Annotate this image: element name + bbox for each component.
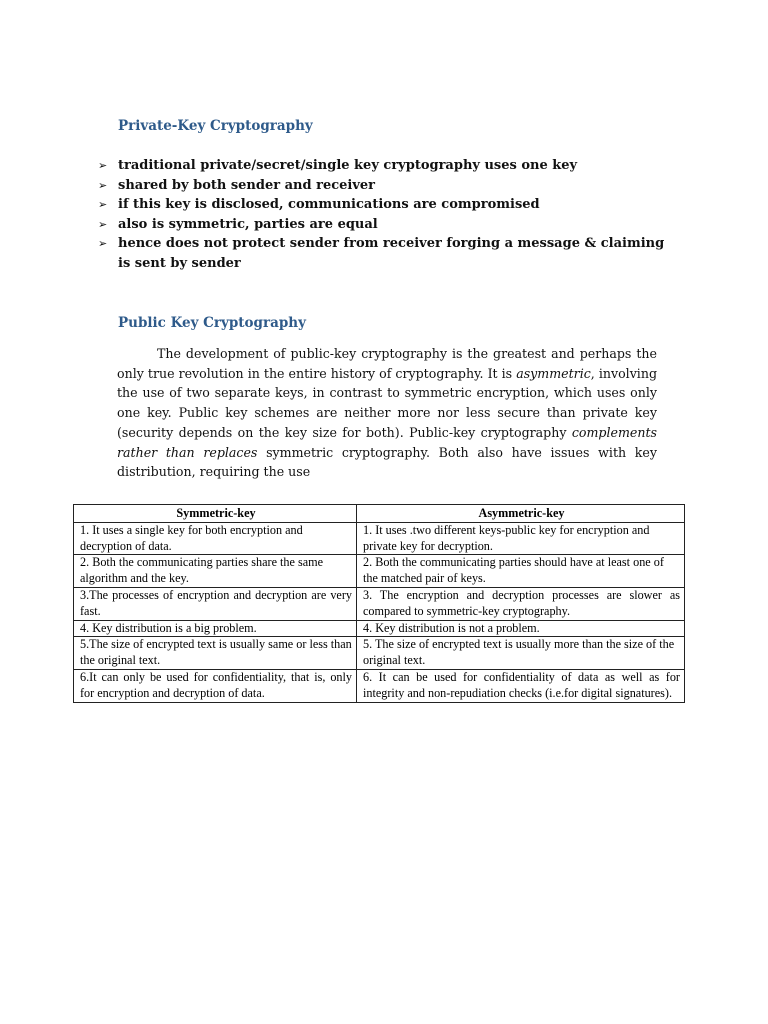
column-header-asymmetric: Asymmetric-key bbox=[357, 505, 685, 523]
arrow-bullet-icon: ➢ bbox=[98, 159, 108, 172]
table-row bbox=[74, 669, 685, 702]
comparison-table bbox=[73, 504, 685, 703]
list-item bbox=[96, 195, 676, 215]
table-row bbox=[74, 637, 685, 670]
table-cell: 6.It can only be used for confidentiality, that is, only for encryption and decryption of data. bbox=[74, 669, 357, 702]
paragraph-emphasis: asymmetric bbox=[516, 365, 591, 381]
table-row bbox=[74, 587, 685, 620]
table-cell: 1. It uses a single key for both encryption and decryption of data. bbox=[74, 522, 357, 555]
bullet-list bbox=[96, 156, 676, 274]
table-cell: 4. Key distribution is a big problem. bbox=[74, 620, 357, 637]
bullet-text: traditional private/secret/single key cryptography uses one key bbox=[118, 158, 578, 173]
paragraph-text: , involving the use of two separate keys, in contrast to symmetric encryption, which uses only one key. Public key schemes are neither more nor less secure than private key (security depends on the key size for both). Public-key cryptography bbox=[117, 365, 658, 440]
list-item bbox=[96, 176, 676, 196]
arrow-bullet-icon: ➢ bbox=[98, 217, 108, 231]
section-title-private-key: Private-Key Cryptography bbox=[118, 118, 313, 134]
list-item bbox=[96, 215, 676, 235]
table-cell: 6. It can be used for confidentiality of data as well as for integrity and non-repudiation checks (i.e.for digital signatures). bbox=[357, 669, 685, 702]
table-cell: 2. Both the communicating parties should have at least one of the matched pair of keys. bbox=[357, 555, 685, 588]
table-row bbox=[74, 555, 685, 588]
body-paragraph bbox=[117, 344, 657, 482]
paragraph-emphasis: complements rather than replaces bbox=[117, 424, 657, 460]
bullet-text: if this key is disclosed, communications are compromised bbox=[118, 197, 540, 213]
table-row bbox=[74, 522, 685, 555]
paragraph-text: symmetric cryptography. Both also have issues with key distribution, requiring the use bbox=[117, 444, 658, 480]
table-cell: 2. Both the communicating parties share the same algorithm and the key. bbox=[74, 555, 357, 588]
table-row bbox=[74, 620, 685, 637]
arrow-bullet-icon: ➢ bbox=[98, 198, 108, 212]
paragraph-text: The development of public-key cryptography is the greatest and perhaps the only true revolution in the entire history of cryptography. It is bbox=[117, 346, 657, 381]
bullet-text: also is symmetric, parties are equal bbox=[118, 216, 378, 232]
table-cell: 5.The size of encrypted text is usually same or less than the original text. bbox=[74, 637, 357, 670]
bullet-text: hence does not protect sender from receiver forging a message & claiming is sent by sender bbox=[118, 236, 665, 271]
arrow-bullet-icon: ➢ bbox=[98, 237, 108, 251]
arrow-bullet-icon: ➢ bbox=[98, 178, 108, 192]
list-item bbox=[96, 234, 676, 273]
table-cell: 5. The size of encrypted text is usually more than the size of the original text. bbox=[357, 637, 685, 670]
table-cell: 4. Key distribution is not a problem. bbox=[357, 620, 685, 637]
table-header-row bbox=[74, 505, 685, 523]
section-title-public-key: Public Key Cryptography bbox=[118, 315, 306, 331]
list-item bbox=[96, 156, 676, 176]
column-header-symmetric: Symmetric-key bbox=[74, 505, 357, 523]
table-cell: 1. It uses .two different keys-public key for encryption and private key for decryption. bbox=[357, 522, 685, 555]
table-cell: 3. The encryption and decryption processes are slower as compared to symmetric-key cryptography. bbox=[357, 587, 685, 620]
bullet-text: shared by both sender and receiver bbox=[118, 177, 376, 193]
table-cell: 3.The processes of encryption and decryption are very fast. bbox=[74, 587, 357, 620]
